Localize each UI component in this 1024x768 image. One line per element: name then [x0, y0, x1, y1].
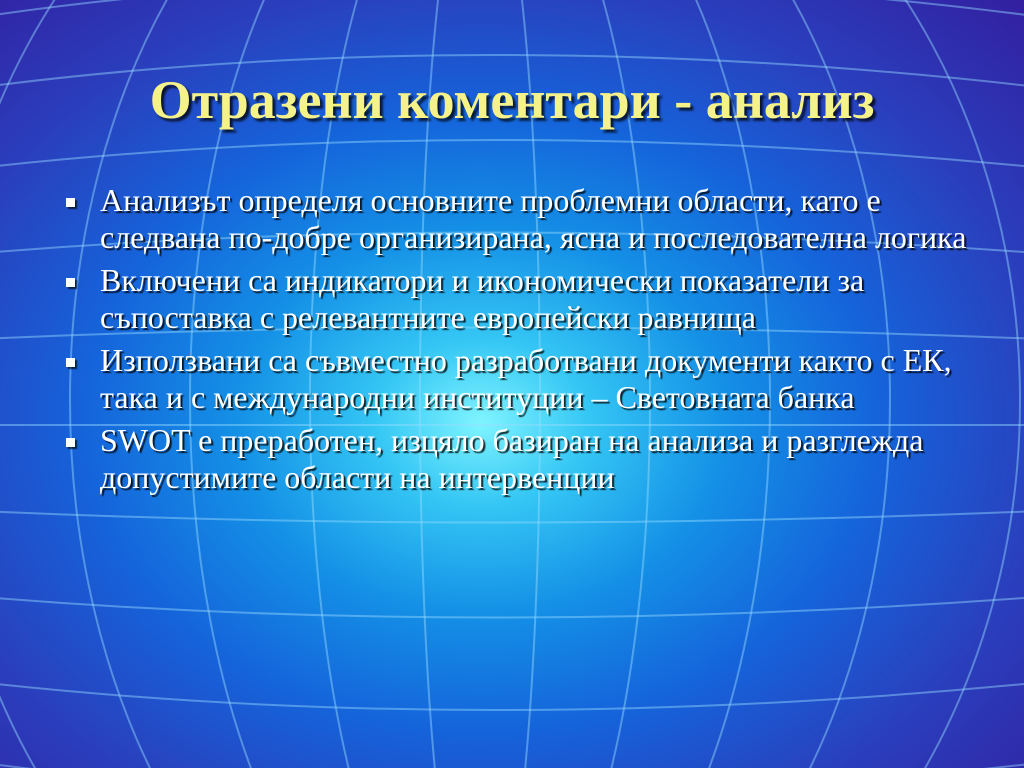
- bullet-item: [60, 342, 980, 416]
- bullet-text: Използвани са съвместно разработвани документи както с ЕК, така и с международни институции – Световната банка: [100, 342, 952, 415]
- bullet-text: Включени са индикатори и икономически показатели за съпоставка с релевантните европейски равнища: [100, 262, 865, 335]
- bullet-text: Анализът определя основните проблемни области, като е следвана по-добре организирана, ясна и последователна логика: [100, 182, 967, 255]
- bullet-item: [60, 422, 980, 496]
- square-bullet-icon: [66, 438, 75, 447]
- bullet-item: [60, 182, 980, 256]
- slide-title: Отразени коментари - анализ: [149, 70, 875, 130]
- bullet-list: [60, 182, 980, 502]
- bullet-text: SWOT е преработен, изцяло базиран на анализа и разглежда допустимите области на интервенции: [100, 422, 924, 495]
- square-bullet-icon: [66, 198, 75, 207]
- square-bullet-icon: [66, 358, 75, 367]
- square-bullet-icon: [66, 278, 75, 287]
- bullet-item: [60, 262, 980, 336]
